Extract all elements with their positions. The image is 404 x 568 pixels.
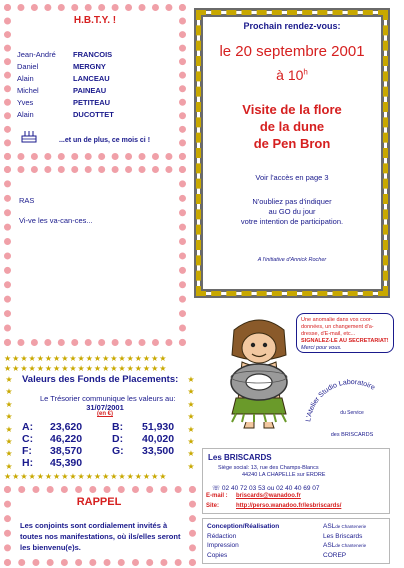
credit-row: Copies COREP — [207, 551, 347, 559]
funds-title: Valeurs des Fonds de Placements: — [22, 374, 179, 385]
funds-unit: (en €) — [96, 411, 113, 417]
list-item: Yves PETITEAU — [17, 98, 111, 107]
credit-row: Rédaction Les Briscards — [207, 532, 363, 540]
list-item: Daniel MERGNY — [17, 62, 106, 71]
event-date: le 20 septembre 2001 — [219, 43, 365, 60]
star-border-mid: ★★★★★★★★★★★★★★★★★★★★ — [4, 364, 168, 373]
fund-value: 45,390 — [50, 457, 83, 469]
email-link[interactable]: briscards@wanadoo.fr — [236, 493, 301, 499]
next-event-box — [194, 8, 390, 298]
fund-value: 23,620 — [50, 421, 83, 433]
event-initiative: A l'initiative d'Annick Rocher — [257, 257, 327, 263]
address-change-notice: Une anomalie dans vos coor- données, un changement d'a- dresse, d'E-mail, etc... SIGNALEZ-LE AU SECRETARIAT! Merci pour vous. — [296, 313, 394, 353]
star-border-bottom: ★★★★★★★★★★★★★★★★★★★★ — [4, 472, 168, 481]
event-time: à 10$^h$ — [276, 67, 308, 83]
list-item: Alain DUCOTTET — [17, 110, 114, 119]
fund-label: A: — [22, 421, 34, 433]
fund-value: 33,500 — [142, 445, 175, 457]
fund-label: F: — [22, 445, 32, 457]
credit-row: Conception/Réalisation ASL de Chantenerie — [207, 523, 367, 530]
credit-row: Impression ASL de Chantenerie — [207, 542, 367, 549]
fund-value: 51,930 — [142, 421, 175, 433]
reminder-title: RAPPEL — [76, 496, 122, 508]
fund-value: 46,220 — [50, 433, 83, 445]
association-name: Les BRISCARDS — [208, 453, 272, 462]
ras-message: RAS Vi-ve les va-can-ces... — [19, 196, 93, 225]
list-item: Alain LANCEAU — [17, 74, 110, 83]
event-access-note: Voir l'accès en page 3 — [255, 173, 329, 182]
fund-value: 40,020 — [142, 433, 175, 445]
reminder-text: Les conjoints sont cordialement invités à toutes nos manifestations, où ils/elles seront les bienvenu(e)s. — [20, 521, 181, 552]
fund-label: B: — [112, 421, 124, 433]
event-reminder: N'oubliez pas d'indiquer au GO du jour votre intention de participation. — [240, 197, 344, 226]
phone-numbers: ☏ 02 40 72 03 53 ou 02 40 40 69 07 — [212, 485, 320, 492]
birthday-footer: ...et un de plus, ce mois ci ! — [59, 137, 151, 144]
atelier-sub2: des BRISCARDS — [330, 432, 374, 438]
email-label: E-mail : — [206, 493, 228, 499]
funds-date: 31/07/2001 — [86, 403, 124, 412]
site-label: Site: — [206, 503, 220, 509]
atelier-arc-label — [304, 356, 400, 442]
fund-label: D: — [112, 433, 124, 445]
list-item: Michel PAINEAU — [17, 86, 107, 95]
fund-label: C: — [22, 433, 34, 445]
event-header: Prochain rendez-vous: — [243, 21, 341, 31]
star-border-top: ★★★★★★★★★★★★★★★★★★★★ — [4, 354, 168, 363]
atelier-label: L'Atelier Studio Laboratoire — [305, 378, 376, 423]
funds-intro: Le Trésorier communique les valeurs au: — [40, 394, 176, 403]
credits-box — [202, 518, 390, 564]
list-item: Jean-André FRANCOIS — [17, 50, 113, 59]
birthday-box — [4, 4, 186, 160]
association-address: Siège social: 13, rue des Champs-Blancs 44240 LA CHAPELLE sur ERDRE — [218, 465, 326, 478]
atelier-sub1: du Service — [340, 410, 364, 416]
website-link[interactable]: http://perso.wanadoo.fr/lesbriscards/ — [236, 503, 342, 509]
fund-label: H: — [22, 457, 34, 469]
birthday-title: H.B.T.Y. ! — [73, 15, 117, 26]
event-title: Visite de la flore de la dune de Pen Bron — [242, 102, 342, 151]
fund-label: G: — [112, 445, 124, 457]
ras-box — [4, 166, 186, 346]
star-border-left: ★ ★ ★ ★ ★ ★ ★ ★ — [5, 375, 13, 471]
fund-value: 38,570 — [50, 445, 83, 457]
birthday-list — [17, 49, 114, 121]
birthday-cake-icon — [21, 129, 37, 143]
star-border-right: ★ ★ ★ ★ ★ ★ ★ ★ — [187, 375, 195, 471]
caveman-mascot-icon — [214, 310, 304, 430]
